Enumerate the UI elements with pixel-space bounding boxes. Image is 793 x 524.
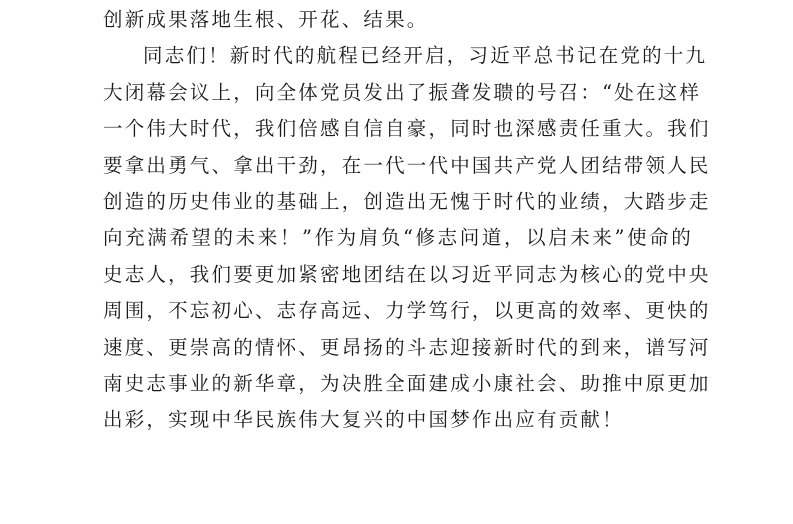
paragraph-2-line: 同志们！新时代的航程已经开启，习近平总书记在党的十九 [143, 44, 708, 68]
paragraph-2-line: 向充满希望的未来！”作为肩负“修志问道，以启未来”使命的 [103, 226, 693, 250]
body-text [103, 2, 711, 439]
paragraph-2-line: 创造的历史伟业的基础上，创造出无愧于时代的业绩，大踏步走 [103, 189, 711, 213]
paragraph-2-line: 大闭幕会议上，向全体党员发出了振聋发聩的号召：“处在这样 [103, 80, 702, 104]
paragraph-2-line: 史志人，我们要更加紧密地团结在以习近平同志为核心的党中央 [103, 262, 711, 286]
paragraph-2-line: 一个伟大时代，我们倍感自信自豪，同时也深感责任重大。我们 [103, 117, 711, 141]
paragraph-2-line: 要拿出勇气、拿出干劲，在一代一代中国共产党人团结带领人民 [103, 153, 711, 177]
paragraph-2-line: 周围，不忘初心、志存高远、力学笃行，以更高的效率、更快的 [103, 299, 711, 323]
paragraph-2-line: 南史志事业的新华章，为决胜全面建成小康社会、助推中原更加 [103, 371, 711, 395]
paragraph-2-line: 出彩，实现中华民族伟大复兴的中国梦作出应有贡献！ [103, 408, 624, 432]
paragraph-2-line: 速度、更崇高的情怀、更昂扬的斗志迎接新时代的到来，谱写河 [103, 335, 711, 359]
paragraph-1-line: 创新成果落地生根、开花、结果。 [103, 8, 429, 31]
